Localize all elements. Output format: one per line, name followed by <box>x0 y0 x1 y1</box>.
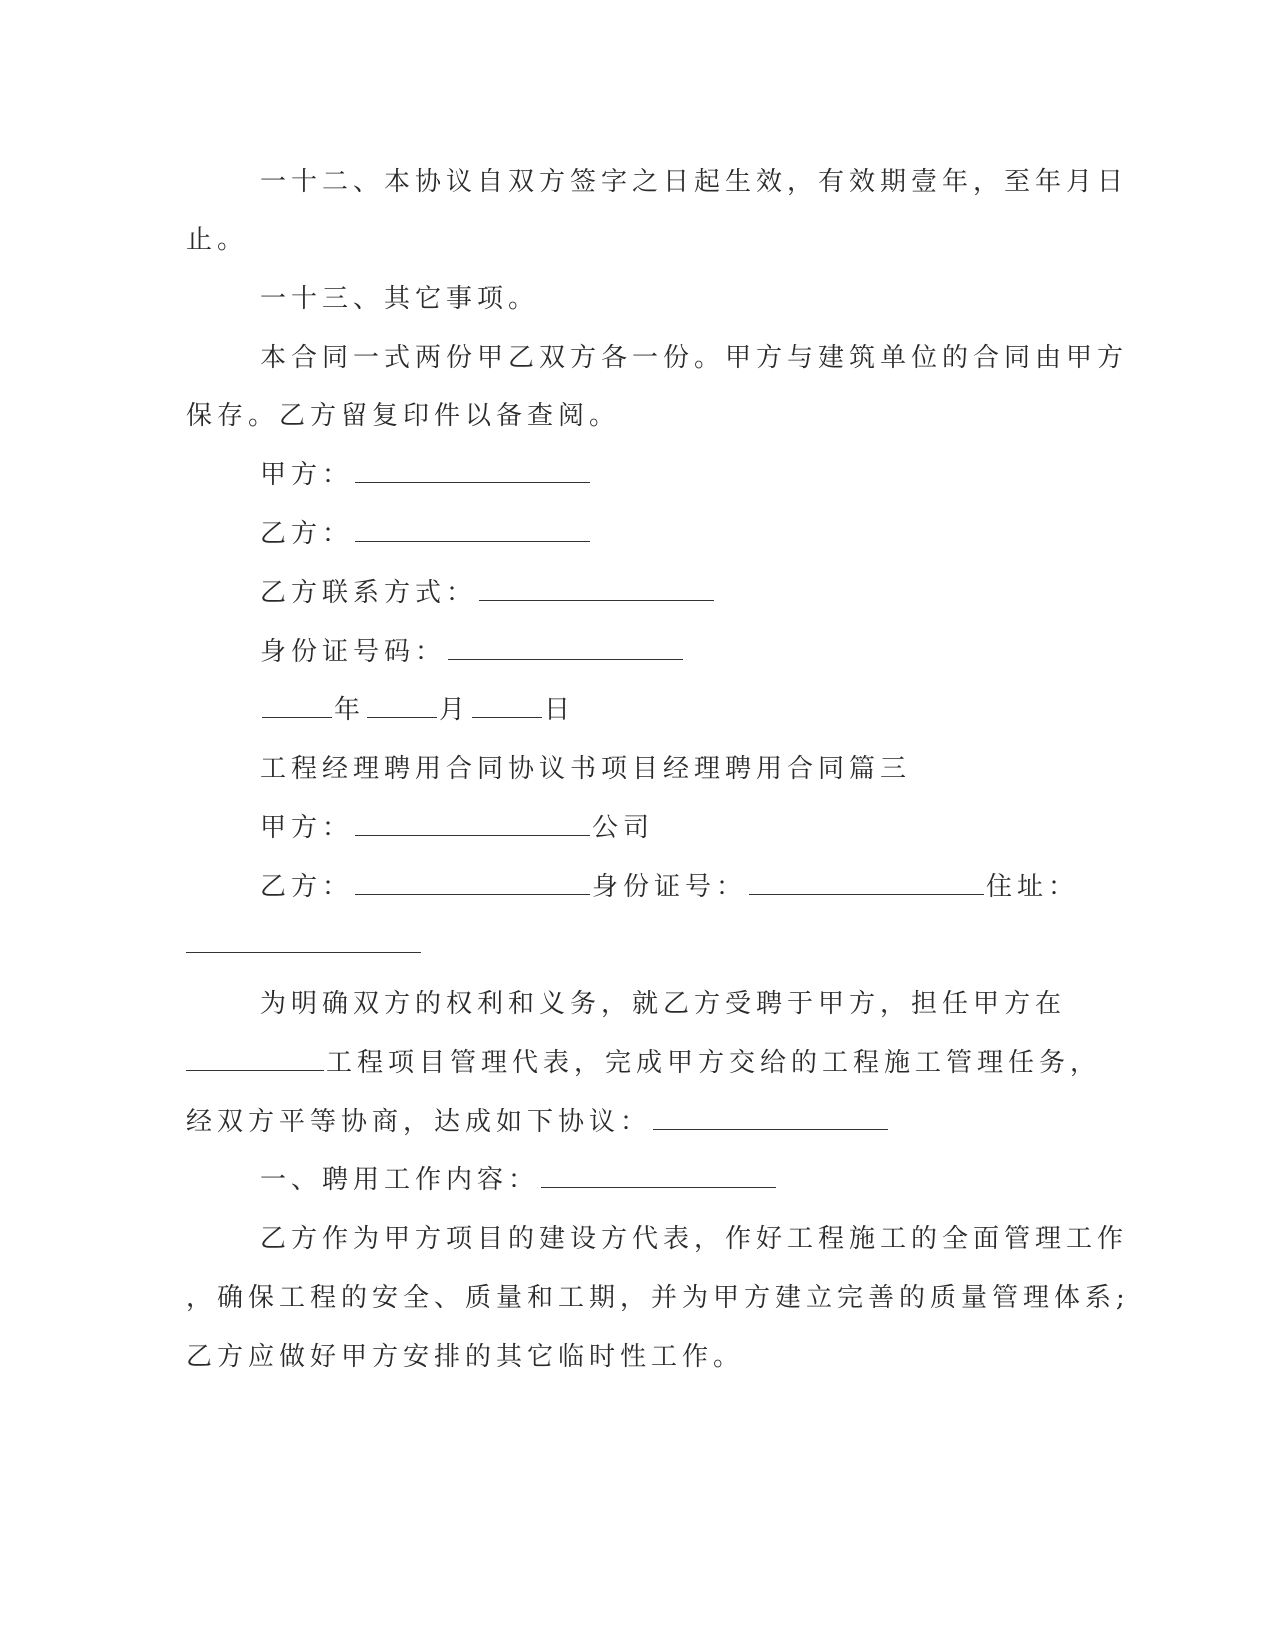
copies-paragraph-line2: 保存。乙方留复印件以备查阅。 <box>186 401 621 431</box>
year-blank <box>262 693 332 718</box>
company-label: 公司 <box>592 813 655 843</box>
intro-line2 <box>186 1046 1101 1080</box>
party-a-blank <box>355 458 590 483</box>
section-1-blank <box>541 1163 776 1188</box>
contract-party-b-label: 乙方： <box>260 872 354 902</box>
agreement-blank <box>653 1105 888 1130</box>
intro-line3-text: 经双方平等协商，达成如下协议： <box>186 1107 652 1137</box>
signature-party-b <box>260 517 592 551</box>
signature-party-a <box>260 458 592 492</box>
day-blank <box>472 693 542 718</box>
project-name-blank <box>186 1046 324 1071</box>
month-label: 月 <box>439 695 471 725</box>
date-line <box>260 693 575 727</box>
contract-party-a-label: 甲方： <box>260 813 354 843</box>
party-b-id-label: 身份证号： <box>592 872 748 902</box>
address-blank-line <box>186 928 423 962</box>
contact-blank <box>479 576 714 601</box>
work-line1: 乙方作为甲方项目的建设方代表，作好工程施工的全面管理工作 <box>260 1224 1129 1254</box>
section-heading: 工程经理聘用合同协议书项目经理聘用合同篇三 <box>260 754 912 784</box>
id-number-blank <box>448 635 683 660</box>
work-line2: ，确保工程的安全、质量和工期，并为甲方建立完善的质量管理体系; <box>186 1283 1130 1313</box>
party-b-address-label: 住址： <box>986 872 1080 902</box>
id-number-label: 身份证号码： <box>260 637 447 667</box>
paragraph-13: 一十三、其它事项。 <box>260 284 540 314</box>
intro-line2-text: 工程项目管理代表，完成甲方交给的工程施工管理任务， <box>326 1048 1102 1078</box>
day-label: 日 <box>544 695 576 725</box>
contact-label: 乙方联系方式： <box>260 578 478 608</box>
intro-line3 <box>186 1105 890 1139</box>
contract-party-a <box>260 811 654 845</box>
party-a-label: 甲方： <box>260 460 354 490</box>
section-1-heading <box>260 1163 778 1197</box>
copies-paragraph-line1: 本合同一式两份甲乙双方各一份。甲方与建筑单位的合同由甲方 <box>260 343 1129 373</box>
contract-party-a-blank <box>355 811 590 836</box>
party-b-label: 乙方： <box>260 519 354 549</box>
party-b-id-blank <box>749 870 984 895</box>
party-b-blank <box>355 517 590 542</box>
paragraph-12-line1: 一十二、本协议自双方签字之日起生效，有效期壹年，至年月日 <box>260 167 1129 197</box>
intro-line1: 为明确双方的权利和义务，就乙方受聘于甲方，担任甲方在 <box>260 989 1067 1019</box>
month-blank <box>367 693 437 718</box>
contract-party-b-blank <box>355 870 590 895</box>
section-1-label: 一、聘用工作内容： <box>260 1165 540 1195</box>
paragraph-12-line2: 止。 <box>186 225 249 255</box>
address-blank <box>186 928 421 953</box>
contract-party-b <box>260 870 1079 904</box>
year-label: 年 <box>334 695 366 725</box>
contact-line <box>260 576 716 610</box>
work-line3: 乙方应做好甲方安排的其它临时性工作。 <box>186 1342 745 1372</box>
id-number-line <box>260 635 685 669</box>
